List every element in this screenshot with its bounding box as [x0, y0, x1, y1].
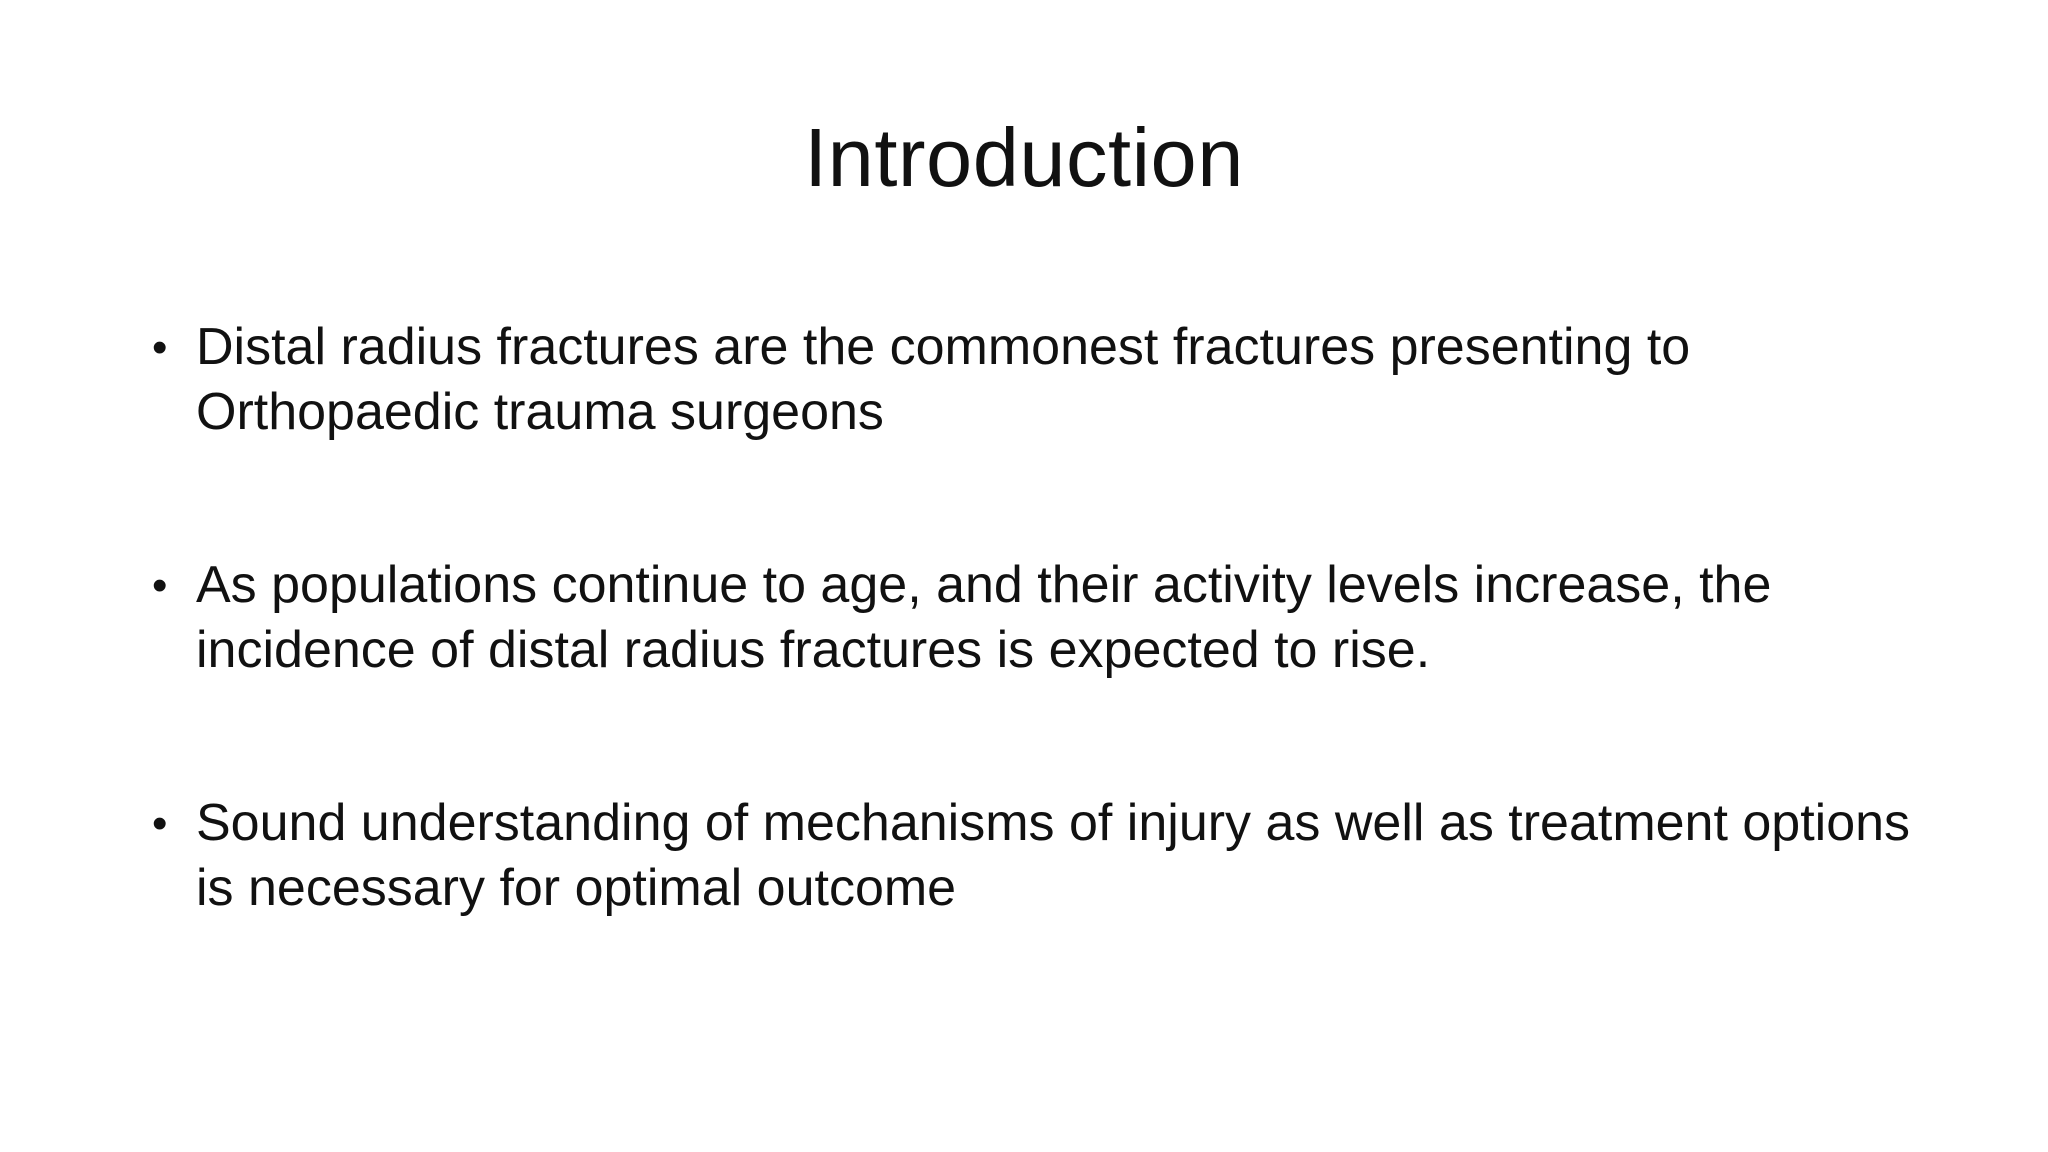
bullet-list: [152, 315, 1912, 921]
bullet-dot-icon: •: [152, 323, 168, 372]
bullet-item: [152, 315, 1912, 445]
bullet-text: Sound understanding of mechanisms of injury as well as treatment options is necessary for optimal outcome: [196, 794, 1911, 917]
bullet-text: As populations continue to age, and their activity levels increase, the incidence of distal radius fractures is expected to rise.: [196, 556, 1772, 679]
slide-title: Introduction: [804, 111, 1244, 204]
bullet-item: [152, 791, 1912, 921]
bullet-dot-icon: •: [152, 561, 168, 610]
bullet-item: [152, 553, 1912, 683]
bullet-text: Distal radius fractures are the commonest fractures presenting to Orthopaedic trauma surgeons: [196, 318, 1691, 441]
bullet-dot-icon: •: [152, 799, 168, 848]
